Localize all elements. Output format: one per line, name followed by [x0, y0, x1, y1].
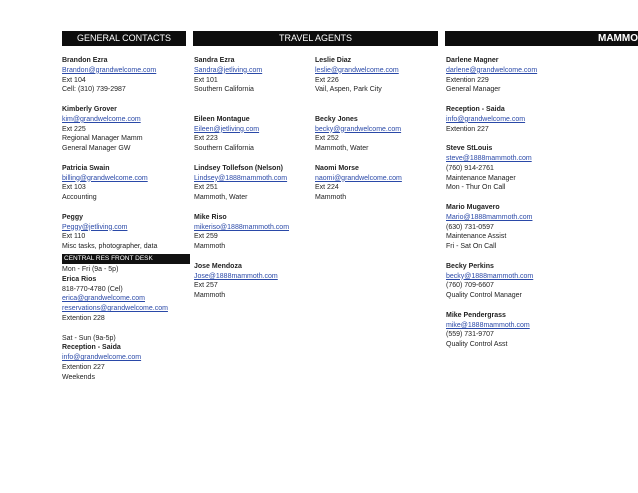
contact-card	[62, 164, 190, 203]
contact-role: General Manager	[446, 86, 501, 94]
contact-email-link[interactable]: mikeriso@1888mammoth.com	[194, 223, 290, 231]
contact-email-link[interactable]: Lindsey@1888mammoth.com	[194, 174, 288, 182]
contact-name: Brandon Ezra	[62, 57, 108, 64]
contact-name: Eileen Montague	[194, 115, 250, 123]
contact-email-link[interactable]: Brandon@grandwelcome.com	[62, 66, 157, 74]
contact-region: Mammoth	[194, 243, 226, 251]
contact-name: Darlene Magner	[446, 57, 499, 64]
header-label: GENERAL CONTACTS	[76, 33, 171, 43]
contact-role: Maintenance Manager	[446, 174, 516, 182]
contact-ext: Extention 229	[446, 76, 489, 84]
contact-phone: 818-770-4780 (Cel)	[62, 285, 123, 293]
contact-card	[194, 213, 312, 252]
contact-name: Peggy	[62, 213, 84, 221]
contact-card	[315, 164, 437, 203]
contact-email-link[interactable]: becky@grandwelcome.com	[315, 125, 402, 133]
contact-card	[62, 56, 190, 95]
header-label: MAMMO	[598, 33, 638, 44]
contact-ext: Ext 101	[194, 76, 218, 84]
contact-role: Maintenance Assist	[446, 233, 507, 241]
contact-cell: Cell: (310) 739-2987	[62, 86, 126, 94]
contact-ext: Ext 110	[62, 233, 86, 241]
contact-email-link[interactable]: Mario@1888mammoth.com	[446, 213, 533, 221]
contact-email-link[interactable]: Eileen@jetliving.com	[194, 125, 260, 133]
contact-ext: Ext 103	[62, 184, 86, 192]
contact-ext: Extention 227	[62, 363, 105, 371]
contact-name: Becky Jones	[315, 115, 358, 123]
contact-card	[62, 265, 190, 324]
contact-name: Kimberly Grover	[62, 105, 117, 113]
contact-ext: Extention 227	[446, 125, 489, 133]
contact-region: Mammoth	[315, 194, 347, 202]
contact-role: Quality Control Manager	[446, 292, 522, 300]
contact-name: Mike Pendergrass	[446, 311, 506, 319]
contact-name: Jose Mendoza	[194, 262, 242, 270]
contact-card	[194, 115, 312, 154]
contact-email-link[interactable]: info@grandwelcome.com	[62, 354, 142, 362]
contact-ext: Ext 251	[194, 184, 218, 192]
contact-region: Southern California	[194, 86, 254, 94]
contact-name: Leslie Diaz	[315, 57, 352, 64]
contact-hours: Sat - Sun (9a-5p)	[62, 334, 116, 342]
contact-name: Naomi Morse	[315, 164, 359, 172]
contact-schedule: Mon - Thur On Call	[446, 184, 506, 192]
contact-ext: Ext 104	[62, 76, 86, 84]
contact-phone: (630) 731-0597	[446, 223, 494, 231]
contact-name: Becky Perkins	[446, 262, 494, 270]
contact-name: Lindsey Tollefson (Nelson)	[194, 164, 283, 172]
contact-card	[446, 144, 636, 193]
central-res-front-desk-band: CENTRAL RES FRONT DESK	[62, 254, 190, 264]
contact-email-link[interactable]: kim@grandwelcome.com	[62, 115, 141, 123]
contact-role: Misc tasks, photographer, data	[62, 243, 158, 251]
contact-region: Mammoth, Water	[315, 145, 369, 153]
contact-card	[446, 56, 636, 95]
contact-email-link[interactable]: darlene@grandwelcome.com	[446, 66, 538, 74]
header-mammoth	[445, 31, 638, 46]
contact-role: Weekends	[62, 373, 95, 381]
contact-email-link[interactable]: Peggy@jetliving.com	[62, 223, 128, 231]
contact-name: Sandra Ezra	[194, 57, 235, 64]
contact-ext: Extention 228	[62, 314, 105, 322]
general-contacts-column	[62, 56, 190, 383]
contact-ext: Ext 252	[315, 135, 339, 143]
contact-phone: (559) 731-9707	[446, 331, 494, 339]
contact-email-link[interactable]: erica@grandwelcome.com	[62, 295, 145, 303]
contact-ext: Ext 257	[194, 282, 218, 290]
contact-ext: Ext 259	[194, 233, 218, 241]
contact-email-link[interactable]: info@grandwelcome.com	[446, 115, 526, 123]
travel-agents-column-1	[194, 56, 312, 301]
contact-name: Steve StLouis	[446, 145, 493, 153]
contact-card	[194, 164, 312, 203]
contact-region: Mammoth	[194, 292, 226, 300]
contact-ext: Ext 224	[315, 184, 339, 192]
contact-card	[446, 203, 636, 252]
contact-card	[446, 262, 636, 301]
contact-name: Mike Riso	[194, 213, 227, 221]
contact-card	[62, 105, 190, 154]
contact-schedule: Fri - Sat On Call	[446, 243, 497, 251]
contact-email-link[interactable]: leslie@grandwelcome.com	[315, 66, 399, 74]
contact-email-link[interactable]: billing@grandwelcome.com	[62, 174, 148, 182]
contact-card	[315, 56, 437, 95]
contact-phone: (760) 709-6607	[446, 282, 494, 290]
contact-email-link[interactable]: Jose@1888mammoth.com	[194, 272, 278, 280]
contact-card	[194, 262, 312, 301]
contact-email-link[interactable]: becky@1888mammoth.com	[446, 272, 534, 280]
contact-email-link[interactable]: steve@1888mammoth.com	[446, 154, 532, 162]
contact-role: Quality Control Asst	[446, 341, 508, 349]
contact-role: Accounting	[62, 194, 97, 202]
contact-ext: Ext 226	[315, 76, 339, 84]
header-general-contacts	[62, 31, 186, 46]
contact-name: Reception - Saida	[62, 344, 121, 352]
contact-role: Regional Manager Mamm	[62, 135, 143, 143]
contact-card	[194, 56, 312, 95]
contact-name: Mario Mugavero	[446, 203, 500, 211]
contact-ext: Ext 225	[62, 125, 86, 133]
reservations-email-link[interactable]: reservations@grandwelcome.com	[62, 305, 168, 313]
contact-card	[62, 334, 190, 383]
contact-email-link[interactable]: naomi@grandwelcome.com	[315, 174, 402, 182]
header-travel-agents	[193, 31, 438, 46]
contact-card	[62, 213, 190, 252]
contact-name: Patricia Swain	[62, 164, 110, 172]
contact-region: Southern California	[194, 145, 254, 153]
contact-region: Mammoth, Water	[194, 194, 248, 202]
contact-card	[446, 311, 636, 350]
contact-card	[446, 105, 636, 134]
contact-ext: Ext 223	[194, 135, 218, 143]
contact-email-link[interactable]: mike@1888mammoth.com	[446, 321, 530, 329]
header-label: TRAVEL AGENTS	[278, 33, 353, 43]
contact-phone: (760) 914-2761	[446, 164, 494, 172]
contact-name: Reception - Saida	[446, 105, 505, 113]
contact-email-link[interactable]: Sandra@jetliving.com	[194, 66, 263, 74]
contact-card	[315, 115, 437, 154]
contact-region: Vail, Aspen, Park City	[315, 86, 382, 94]
travel-agents-column-2	[315, 56, 437, 203]
contact-name: Erica Rios	[62, 275, 97, 283]
contact-hours: Mon - Fri (9a - 5p)	[62, 265, 119, 273]
contact-role: General Manager GW	[62, 145, 131, 153]
mammoth-column	[446, 56, 636, 350]
